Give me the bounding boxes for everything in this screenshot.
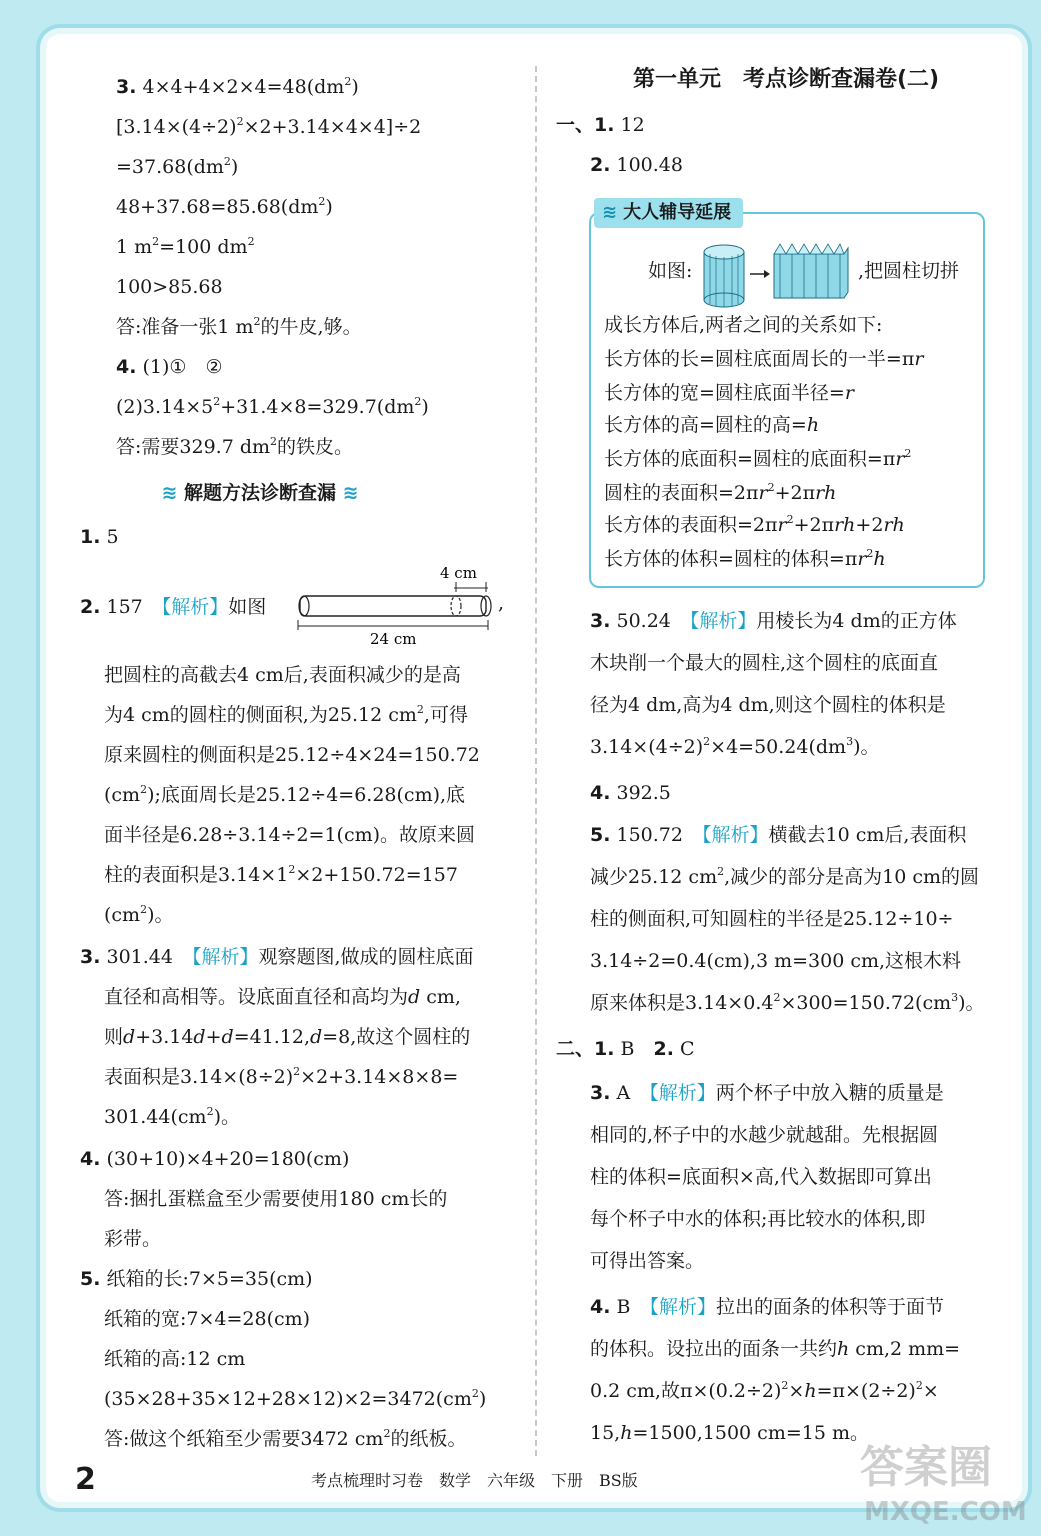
watermark-url: MXQE.COM <box>864 1497 1027 1527</box>
diagram-top-label: 4 cm <box>440 564 477 582</box>
right-text-line: 2. 100.48 <box>590 154 683 176</box>
right-text-line: 5. 150.72 【解析】横截去10 cm后,表面积 <box>590 824 967 846</box>
left-text-line: 面半径是6.28÷3.14÷2=1(cm)。故原来圆 <box>104 824 476 846</box>
right-text-line: 成长方体后,两者之间的关系如下: <box>604 314 883 336</box>
right-text-line: 4. 392.5 <box>590 782 671 804</box>
left-text-line: 答:做这个纸箱至少需要3472 $cm^2$的纸板。 <box>104 1427 467 1450</box>
wave-icon: ≋ <box>602 202 618 223</box>
cylinder-diagram <box>288 560 508 650</box>
left-text-line: 答:需要329.7 $dm^2$的铁皮。 <box>116 435 354 458</box>
left-text-line: $=37.68(dm^2)$ <box>116 155 239 178</box>
right-text-line: $3.14\times(4\div 2)^2\times 4=50.24(dm^3)$。 <box>590 735 880 758</box>
right-text-line: 二、1. B 2. C <box>556 1038 695 1060</box>
right-text-line: 减少25.12 $cm^2$,减少的部分是高为10 cm的圆 <box>590 865 980 888</box>
left-text-line: $301.44(cm^2)$。 <box>104 1105 240 1128</box>
comma: , <box>498 592 505 614</box>
left-text-line: 纸箱的宽:7×4=28(cm) <box>104 1308 311 1330</box>
left-text-line: 答:准备一张1 $m^2$的牛皮,够。 <box>116 315 362 338</box>
right-text-line: 相同的,杯子中的水越少就越甜。先根据圆 <box>590 1124 939 1146</box>
left-text-line: 直径和高相等。设底面直径和高均为d cm, <box>104 986 461 1008</box>
footer <box>75 1462 775 1498</box>
left-text-line: 2. 157 【解析】如图 <box>80 596 267 618</box>
left-text-line: 柱的表面积是$3.14\times 1^2\times 2+150.72=157$ <box>104 863 458 886</box>
left-text-line: 纸箱的高:12 cm <box>104 1348 246 1370</box>
section-title-text: 解题方法诊断查漏 <box>183 482 336 504</box>
watermark-logo <box>840 1430 1030 1530</box>
right-text-line: 如图: <box>648 260 693 282</box>
right-text-line: ,把圆柱切拼 <box>858 260 960 282</box>
left-text-line: 3. 301.44 【解析】观察题图,做成的圆柱底面 <box>80 946 474 968</box>
left-text-line: 为4 cm的圆柱的侧面积,为25.12 $cm^2$,可得 <box>104 703 468 726</box>
footer-text: 考点梳理时习卷 数学 六年级 下册 BS版 <box>311 1471 638 1490</box>
left-text-line: 1. 5 <box>80 526 119 548</box>
tutor-box-title: 大人辅导延展 <box>623 202 732 223</box>
right-text-line: 长方体的底面积=圆柱的底面积$=\pi r^2$ <box>604 447 912 470</box>
right-text-line: 每个杯子中水的体积;再比较水的体积,即 <box>590 1208 926 1230</box>
right-text-line: 长方体的体积=圆柱的体积$=\pi r^2h$ <box>604 547 886 570</box>
right-text-line: 长方体的高=圆柱的高=h <box>604 414 820 436</box>
left-text-line: $(35\times 28+35\times 12+28\times 12)\times 2=3472(cm^2)$ <box>104 1387 487 1410</box>
right-text-line: 原来体积是$3.14\times 0.4^2\times 300=150.72(cm^3)$。 <box>590 991 985 1014</box>
left-text-line: 表面积是$3.14\times(8\div 2)^2\times 2+3.14\times 8\times 8=$ <box>104 1065 459 1088</box>
left-text-line: 把圆柱的高截去4 cm后,表面积减少的是高 <box>104 664 461 686</box>
tutor-box-tag <box>594 198 743 228</box>
left-text-line: 原来圆柱的侧面积是25.12÷4×24=150.72 <box>104 744 480 766</box>
left-text-line: $(cm^2)$;底面周长是25.12÷4=6.28(cm),底 <box>104 783 466 806</box>
right-text-line: 15,h=1500,1500 cm=15 m。 <box>590 1422 869 1444</box>
left-text-line: 彩带。 <box>104 1228 162 1250</box>
watermark-text: 答案圈 <box>860 1442 992 1493</box>
right-text-line: 4. B 【解析】拉出的面条的体积等于面节 <box>590 1296 944 1318</box>
left-text-line: 答:捆扎蛋糕盒至少需要使用180 cm长的 <box>104 1188 448 1210</box>
section-title <box>110 478 410 505</box>
right-text-line: 3.14÷2=0.4(cm),3 m=300 cm,这根木料 <box>590 950 962 972</box>
column-divider <box>535 66 537 1456</box>
left-text-line: 100>85.68 <box>116 276 223 298</box>
left-text-line: $[3.14\times(4\div 2)^2\times 2+3.14\times 4\times 4]\div 2$ <box>116 115 422 138</box>
right-text-line: 0.2 cm,故$\pi\times(0.2\div 2)^2\times h=\pi\times(2\div 2)^2\times$ <box>590 1379 939 1402</box>
right-text-line: 柱的侧面积,可知圆柱的半径是25.12÷10÷ <box>590 908 954 930</box>
left-text-line: 3. $4\times 4+4\times 2\times 4=48(dm^2)$ <box>116 75 359 98</box>
cylinder-to-cuboid-figure <box>698 240 858 310</box>
left-text-line: $(cm^2)$。 <box>104 903 174 926</box>
left-text-line: 4. (30+10)×4+20=180(cm) <box>80 1148 350 1170</box>
unit-title: 第一单元 考点诊断查漏卷(二) <box>632 67 940 92</box>
right-text-line: 3. 50.24 【解析】用棱长为4 dm的正方体 <box>590 610 957 632</box>
right-text-line: 长方体的宽=圆柱底面半径=r <box>604 382 854 404</box>
page-number: 2 <box>75 1462 96 1497</box>
left-text-line: $(2)3.14\times 5^2+31.4\times 8=329.7(dm^2)$ <box>116 395 429 418</box>
left-text-line: 4. (1)① ② <box>116 356 223 378</box>
right-text-line: 柱的体积=底面积×高,代入数据即可算出 <box>590 1166 932 1188</box>
wave-icon: ≋ <box>161 482 178 504</box>
right-text-line: 圆柱的表面积$=2\pi r^2+2\pi rh$ <box>604 481 837 504</box>
left-text-line: 1 $m^2=100$ $dm^2$ <box>116 235 255 258</box>
left-text-line: $48+37.68=85.68(dm^2)$ <box>116 195 333 218</box>
right-text-line: 径为4 dm,高为4 dm,则这个圆柱的体积是 <box>590 694 946 716</box>
right-text-line: 一、1. 12 <box>556 114 645 136</box>
left-text-line: 则d+3.14d+d=41.12,d=8,故这个圆柱的 <box>104 1026 471 1048</box>
right-text-line: 长方体的表面积$=2\pi r^2+2\pi rh+2rh$ <box>604 513 905 536</box>
right-text-line: 长方体的长=圆柱底面周长的一半=πr <box>604 348 924 370</box>
right-text-line: 3. A 【解析】两个杯子中放入糖的质量是 <box>590 1082 944 1104</box>
right-text-line: 可得出答案。 <box>590 1250 705 1272</box>
left-text-line: 5. 纸箱的长:7×5=35(cm) <box>80 1268 313 1290</box>
right-text-line: 木块削一个最大的圆柱,这个圆柱的底面直 <box>590 652 939 674</box>
wave-icon: ≋ <box>342 482 359 504</box>
diagram-bottom-label: 24 cm <box>370 630 417 648</box>
right-text-line: 的体积。设拉出的面条一共约h cm,2 mm= <box>590 1338 961 1360</box>
